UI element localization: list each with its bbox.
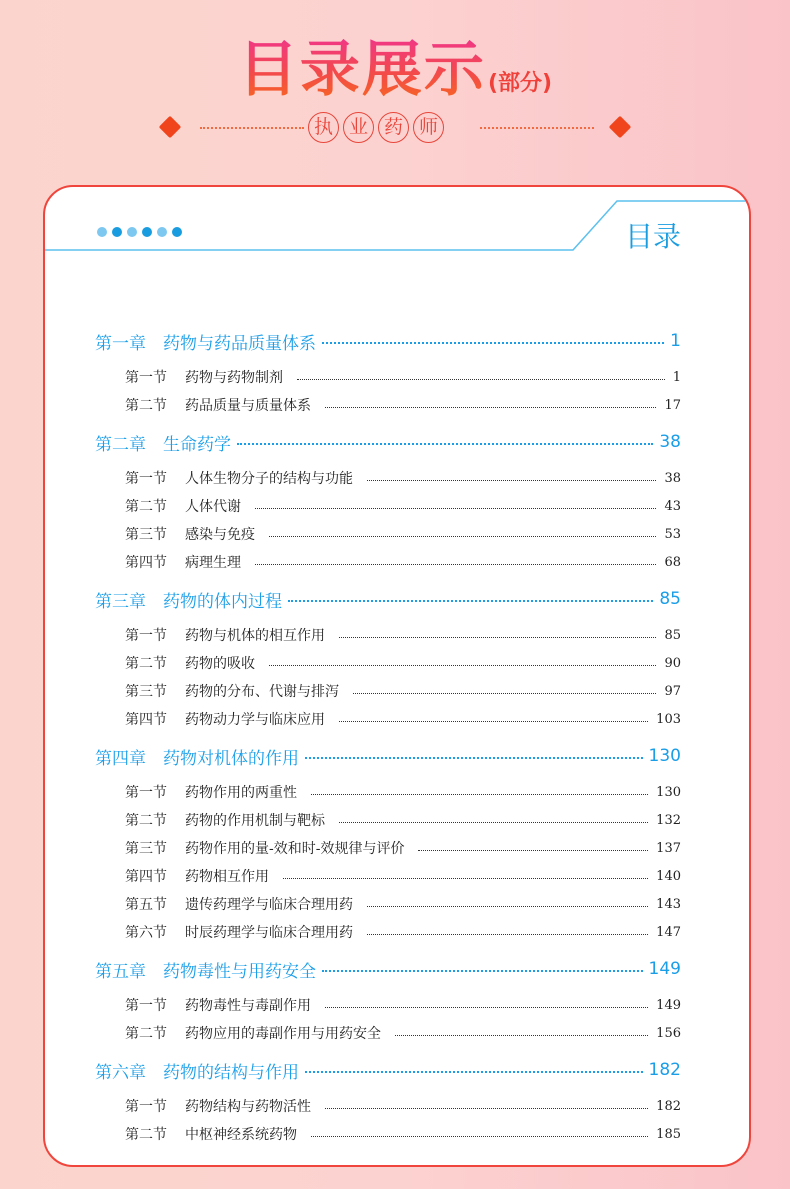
section-page: 182: [656, 1098, 681, 1114]
chapter-page: 38: [659, 432, 681, 452]
dot-leader: [395, 1035, 648, 1036]
section-number: 第二节: [125, 1026, 167, 1042]
section-page: 38: [664, 470, 681, 486]
header-dot: [127, 227, 137, 237]
section-number: 第四节: [125, 555, 167, 571]
section-title: 遗传药理学与临床合理用药: [185, 897, 353, 913]
dot-leader: [325, 1007, 648, 1008]
section-page: 185: [656, 1126, 681, 1142]
dot-leader: [311, 1136, 648, 1137]
chapter-number: 第三章: [95, 591, 146, 612]
toc-section[interactable]: [95, 1092, 681, 1120]
section-number: 第四节: [125, 712, 167, 728]
section-title: 中枢神经系统药物: [185, 1127, 297, 1143]
toc-section[interactable]: [95, 363, 681, 391]
dot-leader: [325, 1108, 648, 1109]
section-page: 97: [664, 683, 681, 699]
chapter-title: 生命药学: [163, 434, 231, 455]
toc-section[interactable]: [95, 520, 681, 548]
header-dots: [97, 227, 182, 237]
toc-section[interactable]: [95, 918, 681, 946]
section-title: 药物与药物制剂: [185, 370, 283, 386]
toc-section[interactable]: [95, 778, 681, 806]
toc-section[interactable]: [95, 548, 681, 576]
section-title: 人体代谢: [185, 499, 241, 515]
chapter-page: 149: [648, 959, 681, 979]
section-page: 132: [656, 812, 681, 828]
section-number: 第四节: [125, 869, 167, 885]
dot-leader: [311, 794, 648, 795]
chapter-title: 药物的结构与作用: [163, 1062, 299, 1083]
section-title: 人体生物分子的结构与功能: [185, 471, 353, 487]
subtitle-char: 执: [308, 112, 339, 143]
section-number: 第三节: [125, 684, 167, 700]
toc-section[interactable]: [95, 1019, 681, 1047]
toc-section[interactable]: [95, 464, 681, 492]
page-title-suffix: (部分): [487, 71, 553, 96]
chapter-title: 药物与药品质量体系: [163, 333, 316, 354]
section-number: 第一节: [125, 628, 167, 644]
spacer: [95, 983, 681, 991]
section-page: 85: [664, 627, 681, 643]
dot-leader: [339, 822, 648, 823]
dot-leader: [269, 536, 656, 537]
section-number: 第一节: [125, 471, 167, 487]
chapter-number: 第一章: [95, 333, 146, 354]
toc-chapter[interactable]: [95, 428, 681, 456]
section-number: 第三节: [125, 841, 167, 857]
header-dot: [97, 227, 107, 237]
toc-section[interactable]: [95, 991, 681, 1019]
dot-leader: [305, 757, 643, 759]
chapter-page: 85: [659, 589, 681, 609]
toc-chapter[interactable]: [95, 585, 681, 613]
chapter-title: 药物的体内过程: [163, 591, 282, 612]
section-page: 103: [656, 711, 681, 727]
subtitle-char: 药: [378, 112, 409, 143]
toc-section[interactable]: [95, 621, 681, 649]
section-page: 143: [656, 896, 681, 912]
section-title: 药物应用的毒副作用与用药安全: [185, 1026, 381, 1042]
toc-chapter[interactable]: [95, 955, 681, 983]
section-page: 156: [656, 1025, 681, 1041]
chapter-page: 182: [648, 1060, 681, 1080]
spacer: [95, 613, 681, 621]
section-number: 第三节: [125, 527, 167, 543]
chapter-number: 第六章: [95, 1062, 146, 1083]
section-title: 药物动力学与临床应用: [185, 712, 325, 728]
spacer: [95, 770, 681, 778]
toc-chapter[interactable]: [95, 327, 681, 355]
section-number: 第二节: [125, 1127, 167, 1143]
dot-leader: [255, 564, 656, 565]
toc-section[interactable]: [95, 705, 681, 733]
section-number: 第二节: [125, 813, 167, 829]
dot-leader: [283, 878, 648, 879]
dotted-divider-right: [480, 127, 594, 129]
dot-leader: [418, 850, 648, 851]
dot-leader: [367, 934, 648, 935]
dot-leader: [367, 906, 648, 907]
toc-section[interactable]: [95, 492, 681, 520]
section-page: 140: [656, 868, 681, 884]
section-title: 药物的分布、代谢与排泻: [185, 684, 339, 700]
section-title: 药物的吸收: [185, 656, 255, 672]
section-page: 43: [664, 498, 681, 514]
page-title: 目录展示: [237, 35, 486, 105]
diamond-left-icon: [159, 116, 182, 139]
chapter-number: 第五章: [95, 961, 146, 982]
section-title: 药物与机体的相互作用: [185, 628, 325, 644]
dot-leader: [269, 665, 656, 666]
spacer: [95, 1084, 681, 1092]
toc-section[interactable]: [95, 677, 681, 705]
spacer: [95, 456, 681, 464]
dot-leader: [255, 508, 656, 509]
toc-section[interactable]: [95, 834, 681, 862]
section-title: 药物结构与药物活性: [185, 1099, 311, 1115]
section-page: 137: [656, 840, 681, 856]
section-page: 147: [656, 924, 681, 940]
toc-chapter[interactable]: [95, 1056, 681, 1084]
dot-leader: [339, 721, 648, 722]
spacer: [95, 355, 681, 363]
toc-section[interactable]: [95, 1120, 681, 1148]
card-title: 目录: [624, 220, 681, 253]
section-number: 第一节: [125, 1099, 167, 1115]
card-header: [45, 187, 749, 257]
diamond-right-icon: [609, 116, 632, 139]
dot-leader: [322, 342, 664, 344]
dot-leader: [353, 693, 656, 694]
toc-section[interactable]: [95, 890, 681, 918]
toc-card: [43, 185, 751, 1167]
header-dot: [112, 227, 122, 237]
section-page: 90: [664, 655, 681, 671]
section-title: 病理生理: [185, 555, 241, 571]
chapter-page: 130: [648, 746, 681, 766]
section-number: 第二节: [125, 656, 167, 672]
section-page: 149: [656, 997, 681, 1013]
header-dot: [142, 227, 152, 237]
dot-leader: [237, 443, 653, 445]
section-page: 130: [656, 784, 681, 800]
section-title: 药物作用的两重性: [185, 785, 297, 801]
chapter-title: 药物对机体的作用: [163, 748, 299, 769]
chapter-number: 第四章: [95, 748, 146, 769]
toc-section[interactable]: [95, 649, 681, 677]
chapter-page: 1: [670, 331, 681, 351]
section-number: 第六节: [125, 925, 167, 941]
toc-section[interactable]: [95, 862, 681, 890]
section-title: 感染与免疫: [185, 527, 255, 543]
dot-leader: [297, 379, 665, 380]
section-page: 1: [672, 369, 681, 385]
chapter-title: 药物毒性与用药安全: [163, 961, 316, 982]
toc-chapter[interactable]: [95, 742, 681, 770]
section-page: 68: [664, 554, 681, 570]
section-title: 药物的作用机制与靶标: [185, 813, 325, 829]
section-title: 药物作用的量-效和时-效规律与评价: [185, 841, 405, 857]
section-title: 药物毒性与毒副作用: [185, 998, 311, 1014]
dot-leader: [367, 480, 656, 481]
section-page: 17: [664, 397, 681, 413]
toc-section[interactable]: [95, 806, 681, 834]
dot-leader: [325, 407, 656, 408]
section-number: 第二节: [125, 499, 167, 515]
dot-leader: [305, 1071, 643, 1073]
page-header: [0, 22, 790, 108]
subtitle-row: [160, 112, 632, 144]
dot-leader: [288, 600, 653, 602]
section-number: 第五节: [125, 897, 167, 913]
section-page: 53: [664, 526, 681, 542]
toc-list: [95, 327, 681, 1148]
section-number: 第一节: [125, 998, 167, 1014]
section-number: 第一节: [125, 785, 167, 801]
section-title: 时辰药理学与临床合理用药: [185, 925, 353, 941]
section-title: 药物相互作用: [185, 869, 269, 885]
dot-leader: [339, 637, 656, 638]
header-dot: [157, 227, 167, 237]
subtitle-char: 业: [343, 112, 374, 143]
dotted-divider-left: [200, 127, 304, 129]
toc-section[interactable]: [95, 391, 681, 419]
header-dot: [172, 227, 182, 237]
dot-leader: [322, 970, 643, 972]
subtitle-chars: [308, 112, 444, 143]
chapter-number: 第二章: [95, 434, 146, 455]
section-number: 第一节: [125, 370, 167, 386]
section-number: 第二节: [125, 398, 167, 414]
subtitle-char: 师: [413, 112, 444, 143]
section-title: 药品质量与质量体系: [185, 398, 311, 414]
